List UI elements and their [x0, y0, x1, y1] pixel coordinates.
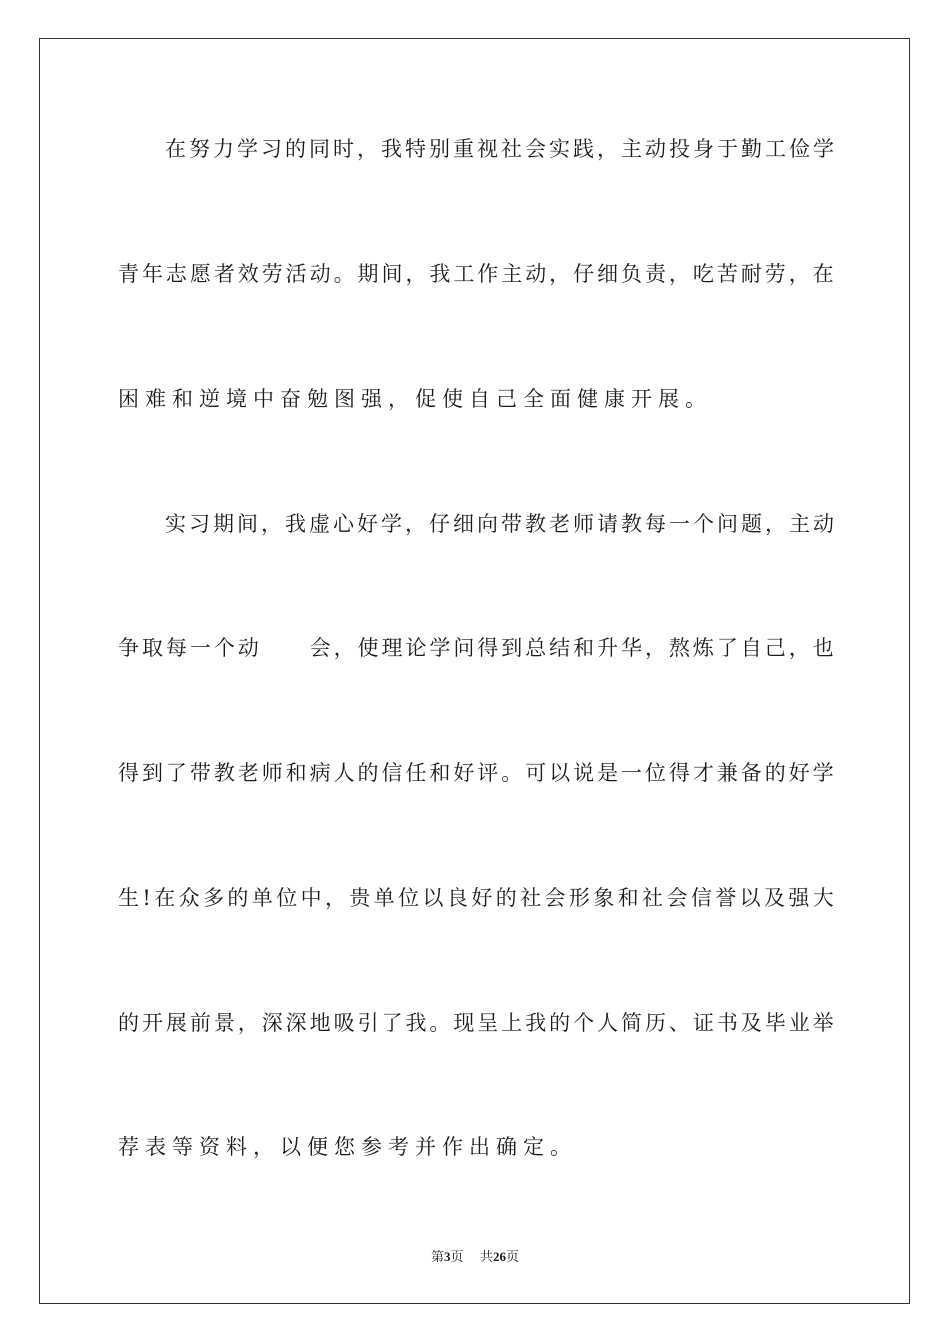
line-5-char-18: 总 [525, 636, 547, 660]
line-9-char-4: 资 [199, 1135, 226, 1159]
line-4-char-9: 好 [357, 512, 378, 536]
line-2-char-9: 动 [309, 262, 331, 286]
line-7-char-4: 众 [178, 886, 200, 910]
line-7-char-7: 单 [251, 886, 273, 910]
line-8-char-17: 上 [501, 1011, 523, 1035]
line-6-char-8: 和 [285, 761, 307, 785]
line-4-char-20: 教 [621, 512, 642, 536]
line-8-char-11: 引 [357, 1011, 379, 1035]
line-7-char-2: ! [142, 886, 151, 910]
line-3-char-21: 展 [658, 387, 685, 411]
line-2-char-1: 青 [118, 262, 139, 286]
line-8-char-10: 吸 [333, 1011, 355, 1035]
line-3-char-1: 困 [118, 387, 145, 411]
line-9-char-17: 。 [550, 1135, 577, 1159]
line-4-char-28: 动 [813, 512, 834, 536]
line-2-char-4: 愿 [189, 262, 211, 286]
line-7-char-25: 信 [690, 886, 712, 910]
line-2-char-20: 仔 [573, 262, 595, 286]
line-3-char-16: 全 [523, 387, 550, 411]
line-8-char-12: 了 [381, 1011, 403, 1035]
line-5-char-10: ， [333, 636, 355, 660]
line-5-char-22: 华 [621, 636, 643, 660]
line-5-char-3: 每 [165, 636, 187, 660]
line-3-char-8: 勉 [307, 387, 334, 411]
line-5-char-15: 问 [453, 636, 475, 660]
line-4-char-19: 请 [597, 512, 618, 536]
line-2-char-16: 作 [477, 262, 499, 286]
line-2-char-27: 耐 [740, 262, 762, 286]
line-7-char-22: 和 [617, 886, 639, 910]
page-border [39, 38, 910, 1304]
line-4-char-6: 我 [285, 512, 306, 536]
line-6-char-25: 才 [692, 761, 714, 785]
line-6-char-11: 的 [357, 761, 379, 785]
line-8-char-9: 地 [309, 1011, 331, 1035]
line-9-char-16: 定 [523, 1135, 550, 1159]
line-5-char-24: 熬 [668, 636, 690, 660]
line-2-char-12: 间 [381, 262, 403, 286]
line-6-char-1: 得 [118, 761, 139, 785]
line-6-char-3: 了 [165, 761, 187, 785]
line-7-char-6: 的 [227, 886, 249, 910]
line-6-char-30: 学 [812, 761, 834, 785]
line-8-char-26: 书 [716, 1011, 738, 1035]
line-6-char-19: 以 [549, 761, 571, 785]
line-8-char-30: 举 [812, 1011, 834, 1035]
line-1-char-15: 社 [501, 137, 522, 161]
line-4-char-3: 期 [213, 512, 234, 536]
line-9-char-12: 并 [415, 1135, 442, 1159]
line-1-char-12: 别 [429, 137, 450, 161]
line-1-char-26: 工 [765, 137, 786, 161]
line-2-char-15: 工 [453, 262, 475, 286]
line-4-char-4: 间 [237, 512, 258, 536]
line-2-char-18: 动 [525, 262, 547, 286]
line-2-char-26: 苦 [716, 262, 738, 286]
line-4-char-7: 虚 [309, 512, 330, 536]
line-9-char-5: 料 [226, 1135, 253, 1159]
line-4-char-16: 教 [525, 512, 546, 536]
line-1-char-2: 努 [189, 137, 210, 161]
line-9-char-2: 表 [145, 1135, 172, 1159]
line-8-char-3: 展 [165, 1011, 187, 1035]
line-4-char-2: 习 [189, 512, 210, 536]
line-4-char-5: ， [261, 512, 282, 536]
line-3-char-4: 逆 [199, 387, 226, 411]
line-2-char-11: 期 [357, 262, 379, 286]
line-4-char-8: 心 [333, 512, 354, 536]
line-8-char-14: 。 [429, 1011, 451, 1035]
line-3-char-14: 自 [469, 387, 496, 411]
line-3-char-17: 面 [550, 387, 577, 411]
line-9-char-3: 等 [172, 1135, 199, 1159]
line-7-char-15: 良 [446, 886, 468, 910]
line-3-char-12: 促 [415, 387, 442, 411]
line-5-char-6: 动 [237, 636, 259, 660]
line-1-char-18: 践 [573, 137, 594, 161]
line-1-char-14: 视 [477, 137, 498, 161]
line-7-char-19: 会 [544, 886, 566, 910]
line-7-char-9: 中 [300, 886, 322, 910]
page-footer [0, 1248, 950, 1267]
line-6-char-15: 好 [453, 761, 475, 785]
paragraph-2-line-2 [118, 633, 834, 663]
line-1-char-8: 时 [333, 137, 354, 161]
line-2-char-30: 在 [812, 262, 834, 286]
paragraph-2-line-3 [118, 758, 834, 788]
line-8-char-2: 开 [141, 1011, 163, 1035]
line-5-char-23: ， [644, 636, 666, 660]
line-5-char-30: 也 [812, 636, 834, 660]
line-6-char-21: 是 [597, 761, 619, 785]
line-1-char-28: 学 [813, 137, 834, 161]
line-1-char-27: 俭 [789, 137, 810, 161]
page-number: 3 [443, 1249, 451, 1264]
line-4-char-15: 带 [501, 512, 522, 536]
line-1-char-16: 会 [525, 137, 546, 161]
line-3-char-18: 健 [577, 387, 604, 411]
paragraph-1-line-1 [118, 134, 834, 164]
line-4-char-14: 向 [477, 512, 498, 536]
paragraph-1-line-2 [118, 259, 834, 289]
line-8-char-13: 我 [405, 1011, 427, 1035]
line-7-char-12: 单 [373, 886, 395, 910]
line-6-char-20: 说 [573, 761, 595, 785]
line-3-char-11: ， [388, 387, 415, 411]
line-1-char-4: 学 [237, 137, 258, 161]
line-2-char-10: 。 [333, 262, 355, 286]
line-5-char-11: 使 [357, 636, 379, 660]
line-9-char-7: 以 [280, 1135, 307, 1159]
line-3-char-20: 开 [631, 387, 658, 411]
paragraph-1-line-3 [118, 384, 834, 414]
line-8-char-22: 简 [621, 1011, 643, 1035]
page-prefix: 第 [430, 1250, 444, 1265]
line-6-char-27: 备 [740, 761, 762, 785]
line-8-char-1: 的 [118, 1011, 139, 1035]
line-6-char-26: 兼 [716, 761, 738, 785]
line-3-char-6: 中 [253, 387, 280, 411]
paragraph-2-line-4 [118, 883, 834, 913]
line-5-char-4: 一 [189, 636, 211, 660]
line-8-char-5: 景 [213, 1011, 235, 1035]
line-6-char-16: 评 [477, 761, 499, 785]
line-5-char-19: 结 [549, 636, 571, 660]
line-6-char-29: 好 [788, 761, 810, 785]
line-8-char-20: 个 [573, 1011, 595, 1035]
paragraph-2-line-1 [118, 509, 834, 539]
line-6-char-6: 老 [237, 761, 259, 785]
line-8-char-6: ， [237, 1011, 259, 1035]
line-1-char-24: 于 [717, 137, 738, 161]
line-1-char-11: 特 [405, 137, 426, 161]
line-8-char-28: 毕 [764, 1011, 786, 1035]
line-1-char-3: 力 [213, 137, 234, 161]
line-8-char-19: 的 [549, 1011, 571, 1035]
line-4-char-25: 题 [741, 512, 762, 536]
line-9-char-6: ， [253, 1135, 280, 1159]
line-5-char-29: ， [788, 636, 810, 660]
line-3-char-19: 康 [604, 387, 631, 411]
line-4-char-1: 实 [165, 512, 186, 536]
line-7-char-30: 大 [812, 886, 834, 910]
line-1-char-6: 的 [285, 137, 306, 161]
line-9-char-8: 便 [307, 1135, 334, 1159]
line-3-char-15: 己 [496, 387, 523, 411]
line-4-char-12: 仔 [429, 512, 450, 536]
line-5-char-9: 会 [309, 636, 331, 660]
line-5-char-14: 学 [429, 636, 451, 660]
line-5-char-26: 了 [716, 636, 738, 660]
line-4-char-22: 一 [669, 512, 690, 536]
line-1-char-7: 同 [309, 137, 330, 161]
line-7-char-16: 好 [471, 886, 493, 910]
line-2-char-17: 主 [501, 262, 523, 286]
line-9-char-1: 荐 [118, 1135, 145, 1159]
line-6-char-4: 带 [189, 761, 211, 785]
line-8-char-16: 呈 [477, 1011, 499, 1035]
total-prefix: 共 [480, 1250, 494, 1265]
line-5-char-20: 和 [573, 636, 595, 660]
line-4-char-21: 每 [645, 512, 666, 536]
line-5-char-1: 争 [118, 636, 139, 660]
line-1-char-25: 勤 [741, 137, 762, 161]
line-5-char-8 [286, 633, 307, 663]
line-1-char-9: ， [357, 137, 378, 161]
line-8-char-29: 业 [788, 1011, 810, 1035]
line-2-char-6: 效 [237, 262, 259, 286]
line-2-char-13: ， [405, 262, 427, 286]
line-5-char-27: 自 [740, 636, 762, 660]
line-7-char-5: 多 [203, 886, 225, 910]
line-3-char-13: 使 [442, 387, 469, 411]
line-8-char-4: 前 [189, 1011, 211, 1035]
line-2-char-21: 细 [597, 262, 619, 286]
line-1-char-21: 动 [645, 137, 666, 161]
line-7-char-13: 位 [398, 886, 420, 910]
line-4-char-17: 老 [549, 512, 570, 536]
line-8-char-8: 深 [285, 1011, 307, 1035]
line-4-char-11: ， [405, 512, 426, 536]
line-8-char-27: 及 [740, 1011, 762, 1035]
line-5-char-13: 论 [405, 636, 427, 660]
page-unit: 页 [450, 1250, 464, 1265]
line-5-char-7 [262, 633, 283, 663]
line-4-char-10: 学 [381, 512, 402, 536]
line-7-char-1: 生 [118, 886, 139, 910]
line-9-char-11: 考 [388, 1135, 415, 1159]
paragraph-2-line-6 [118, 1132, 834, 1162]
line-2-char-25: 吃 [692, 262, 714, 286]
paragraph-2-line-5 [118, 1008, 834, 1038]
line-4-char-23: 个 [693, 512, 714, 536]
line-3-char-10: 强 [361, 387, 388, 411]
line-5-char-2: 取 [141, 636, 163, 660]
line-2-char-19: ， [549, 262, 571, 286]
line-3-char-22: 。 [685, 387, 712, 411]
line-8-char-7: 深 [261, 1011, 283, 1035]
line-6-char-24: 得 [668, 761, 690, 785]
line-6-char-22: 一 [621, 761, 643, 785]
line-5-char-28: 己 [764, 636, 786, 660]
line-1-char-1: 在 [165, 137, 186, 161]
line-9-char-14: 出 [469, 1135, 496, 1159]
line-2-char-8: 活 [285, 262, 307, 286]
line-1-char-5: 习 [261, 137, 282, 161]
line-7-char-27: 以 [739, 886, 761, 910]
line-6-char-14: 和 [429, 761, 451, 785]
line-3-char-5: 境 [226, 387, 253, 411]
line-9-char-15: 确 [496, 1135, 523, 1159]
line-6-char-17: 。 [501, 761, 523, 785]
line-8-char-15: 现 [453, 1011, 475, 1035]
line-7-char-18: 社 [520, 886, 542, 910]
line-7-char-11: 贵 [349, 886, 371, 910]
line-7-char-14: 以 [422, 886, 444, 910]
line-7-char-21: 象 [593, 886, 615, 910]
line-8-char-24: 、 [668, 1011, 690, 1035]
line-3-char-9: 图 [334, 387, 361, 411]
line-7-char-8: 位 [276, 886, 298, 910]
line-7-char-26: 誉 [715, 886, 737, 910]
line-7-char-24: 会 [666, 886, 688, 910]
line-3-char-7: 奋 [280, 387, 307, 411]
line-9-char-13: 作 [442, 1135, 469, 1159]
line-8-char-25: 证 [692, 1011, 714, 1035]
line-1-char-10: 我 [381, 137, 402, 161]
line-2-char-3: 志 [165, 262, 187, 286]
line-5-char-12: 理 [381, 636, 403, 660]
line-4-char-26: ， [765, 512, 786, 536]
line-6-char-18: 可 [525, 761, 547, 785]
line-5-char-21: 升 [597, 636, 619, 660]
line-2-char-2: 年 [141, 262, 163, 286]
line-7-char-17: 的 [495, 886, 517, 910]
line-7-char-23: 社 [642, 886, 664, 910]
total-unit: 页 [506, 1250, 520, 1265]
line-6-char-7: 师 [261, 761, 283, 785]
line-5-char-16: 得 [477, 636, 499, 660]
total-pages: 26 [493, 1249, 507, 1264]
line-2-char-5: 者 [213, 262, 235, 286]
line-1-char-20: 主 [621, 137, 642, 161]
line-2-char-22: 负 [621, 262, 643, 286]
line-9-char-9: 您 [334, 1135, 361, 1159]
line-7-char-28: 及 [764, 886, 785, 910]
line-6-char-10: 人 [333, 761, 355, 785]
line-5-char-25: 炼 [692, 636, 714, 660]
line-2-char-7: 劳 [261, 262, 283, 286]
line-1-char-19: ， [597, 137, 618, 161]
line-4-char-18: 师 [573, 512, 594, 536]
line-4-char-24: 问 [717, 512, 738, 536]
line-3-char-3: 和 [172, 387, 199, 411]
line-2-char-23: 责 [644, 262, 666, 286]
line-8-char-23: 历 [644, 1011, 666, 1035]
line-7-char-29: 强 [788, 886, 810, 910]
line-2-char-29: ， [788, 262, 810, 286]
line-7-char-10: ， [324, 886, 346, 910]
line-2-char-24: ， [668, 262, 690, 286]
line-8-char-18: 我 [525, 1011, 547, 1035]
line-1-char-17: 实 [549, 137, 570, 161]
line-5-char-5: 个 [213, 636, 235, 660]
line-6-char-28: 的 [764, 761, 786, 785]
line-6-char-2: 到 [141, 761, 163, 785]
line-8-char-21: 人 [597, 1011, 619, 1035]
line-6-char-13: 任 [405, 761, 427, 785]
line-1-char-13: 重 [453, 137, 474, 161]
line-6-char-5: 教 [213, 761, 235, 785]
line-1-char-23: 身 [693, 137, 714, 161]
line-5-char-17: 到 [501, 636, 523, 660]
line-2-char-28: 劳 [764, 262, 786, 286]
line-4-char-13: 细 [453, 512, 474, 536]
line-9-char-10: 参 [361, 1135, 388, 1159]
line-2-char-14: 我 [429, 262, 451, 286]
line-7-char-3: 在 [154, 886, 176, 910]
line-1-char-22: 投 [669, 137, 690, 161]
line-6-char-12: 信 [381, 761, 403, 785]
line-4-char-27: 主 [789, 512, 810, 536]
line-3-char-2: 难 [145, 387, 172, 411]
line-7-char-20: 形 [568, 886, 590, 910]
line-6-char-23: 位 [644, 761, 666, 785]
line-6-char-9: 病 [309, 761, 331, 785]
